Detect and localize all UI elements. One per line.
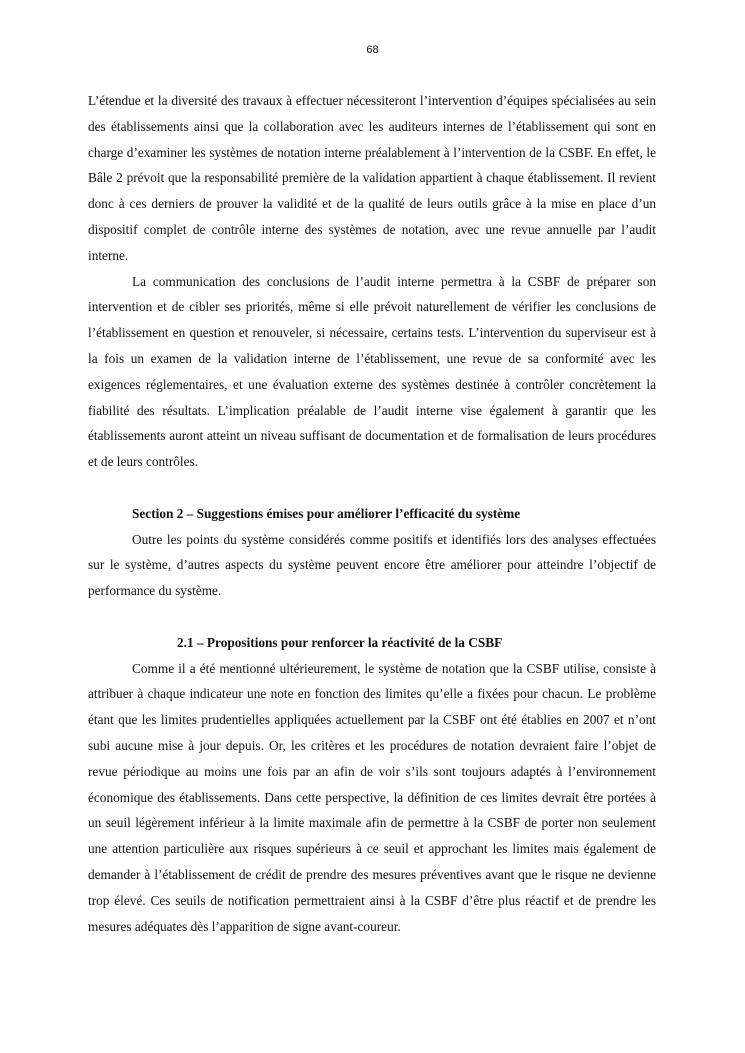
subsection-2-1-heading: 2.1 – Propositions pour renforcer la réactivité de la CSBF bbox=[177, 634, 503, 650]
page-number: 68 bbox=[366, 44, 379, 56]
paragraph-audit-communication: La communication des conclusions de l’audit interne permettra à la CSBF de préparer son intervention et de cibler ses priorités, même si elle prévoit naturellement de vérifier les conclusions de l’établissement en question et renouveler, si nécessaire, certains tests. L’intervention du superviseur est à la fois un examen de la validation interne de l’établissement, une revue de sa conformité avec les exigences réglementaires, et une évaluation externe des systèmes destinée à contrôler concrètement la fiabilité des résultats. L’implication préalable de l’audit interne vise également à garantir que les établissements auront atteint un niveau suffisant de documentation et de formalisation de leurs procédures et de leurs contrôles. bbox=[88, 273, 656, 470]
paragraph-section-2-intro: Outre les points du système considérés comme positifs et identifiés lors des analyses effectuées sur le système, d’autres aspects du système peuvent encore être améliorer pour atteindre l’objectif de performance du système. bbox=[88, 531, 656, 599]
paragraph-csbf-reactivity: Comme il a été mentionné ultérieurement, le système de notation que la CSBF utilise, consiste à attribuer à chaque indicateur une note en fonction des limites qu’elle a fixées pour chacun. Le problème étant que les limites prudentielles appliquées actuellement par la CSBF ont été établies en 2007 et n’ont subi aucune mise à jour depuis. Or, les critères et les procédures de notation devraient faire l’objet de revue périodique au moins une fois par an afin de voir s’ils sont toujours adaptés à l’environnement économique des établissements. Dans cette perspective, la définition de ces limites devrait être portées à un seuil légèrement inférieur à la limite maximale afin de permettre à la CSBF de porter non seulement une attention particulière aux risques supérieurs à ce seuil et approchant les limites mais également de demander à l’établissement de crédit de prendre des mesures préventives avant que le risque ne devienne trop élevé. Ces seuils de notification permettraient ainsi à la CSBF d’être plus réactif et de prendre les mesures adéquates dès l’apparition de signe avant-coureur. bbox=[88, 660, 656, 934]
paragraph-validation-teams: L’étendue et la diversité des travaux à effectuer nécessiteront l’intervention d’équipes spécialisées au sein des établissements ainsi que la collaboration avec les auditeurs internes de l’établissement qui sont en charge d’examiner les systèmes de notation interne préalablement à l’intervention de la CSBF. En effet, le Bâle 2 prévoit que la responsabilité première de la validation appartient à chaque établissement. Il revient donc à ces derniers de prouver la validité et de la qualité de leurs outils grâce à la mise en place d’un dispositif complet de contrôle interne des systèmes de notation, avec une revue annuelle par l’audit interne. bbox=[88, 93, 656, 263]
section-2-heading: Section 2 – Suggestions émises pour améliorer l’efficacité du système bbox=[132, 505, 521, 521]
document-body bbox=[88, 88, 656, 939]
